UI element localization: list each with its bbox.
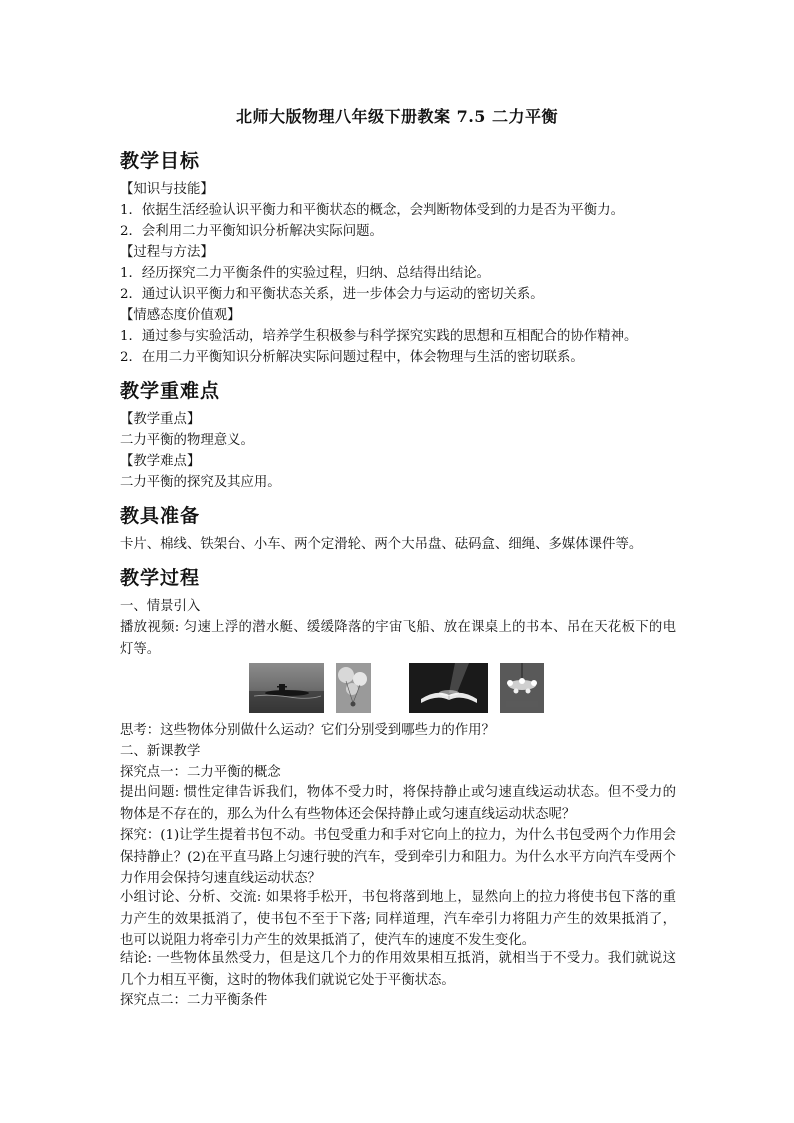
knowledge-item-1: 1．依据生活经验认识平衡力和平衡状态的概念，会判断物体受到的力是否为平衡力。 <box>120 203 624 218</box>
focus-text: 二力平衡的物理意义。 <box>120 433 254 448</box>
intro-text: 播放视频: 匀速上浮的潜水艇、缓缓降落的宇宙飞船、放在课桌上的书本、吊在天花板下的电灯等。 <box>120 620 676 657</box>
heading-key-points: 教学重难点 <box>120 380 221 402</box>
question-text: 提出问题: 惯性定律告诉我们，物体不受力时，将保持静止或匀速直线运动状态。但不受力的物体是不存在的，那么为什么有些物体还会保持静止或匀速直线运动状态呢？ <box>120 785 676 822</box>
knowledge-item-2: 2．会利用二力平衡知识分析解决实际问题。 <box>120 224 383 239</box>
focus-label: 【教学重点】 <box>120 412 201 427</box>
difficulty-label: 【教学难点】 <box>120 454 201 469</box>
process-label: 【过程与方法】 <box>120 245 214 260</box>
discuss-text: 小组讨论、分析、交流: 如果将手松开，书包将落到地上，显然向上的拉力将使书包下落的重力产生的效果抵消了，使书包不至于下落; 同样道理，汽车牵引力将阻力产生的效果抵消了，也可以说阻力将牵引力产生的效果抵消了，使汽车的速度不发生变化。 <box>120 890 676 948</box>
emotion-label: 【情感态度价值观】 <box>120 308 241 323</box>
heading-objectives: 教学目标 <box>120 150 201 172</box>
heading-process: 教学过程 <box>120 567 201 589</box>
new-lesson-label: 二、新课教学 <box>120 744 201 759</box>
materials-text: 卡片、棉线、铁架台、小车、两个定滑轮、两个大吊盘、砝码盒、细绳、多媒体课件等。 <box>120 537 643 552</box>
explore-text: 探究：(1)让学生提着书包不动。书包受重力和手对它向上的拉力，为什么书包受两个力作用会保持静止？(2)在平直马路上匀速行驶的汽车，受到牵引力和阻力。为什么水平方向汽车受两个力作用会保持匀速直线运动状态？ <box>120 828 676 886</box>
illustration-row <box>0 663 794 713</box>
document-title: 北师大版物理八年级下册教案 7.5 二力平衡 <box>236 107 558 126</box>
chandelier-image <box>500 663 544 713</box>
difficulty-text: 二力平衡的探究及其应用。 <box>120 475 281 490</box>
emotion-item-2: 2．在用二力平衡知识分析解决实际问题过程中，体会物理与生活的密切联系。 <box>120 350 584 365</box>
book-image <box>409 663 488 713</box>
spacecraft-parachute-image <box>336 663 371 713</box>
heading-materials: 教具准备 <box>120 505 201 527</box>
intro-label: 一、情景引入 <box>120 599 201 614</box>
process-item-1: 1．经历探究二力平衡条件的实验过程，归纳、总结得出结论。 <box>120 266 491 281</box>
process-item-2: 2．通过认识平衡力和平衡状态关系，进一步体会力与运动的密切关系。 <box>120 287 544 302</box>
submarine-image <box>249 663 324 713</box>
inquiry-2-label: 探究点二：二力平衡条件 <box>120 993 268 1008</box>
inquiry-1-label: 探究点一：二力平衡的概念 <box>120 765 281 780</box>
emotion-item-1: 1．通过参与实验活动，培养学生积极参与科学探究实践的思想和互相配合的协作精神。 <box>120 329 638 344</box>
knowledge-label: 【知识与技能】 <box>120 182 214 197</box>
think-text: 思考：这些物体分别做什么运动？它们分别受到哪些力的作用？ <box>120 723 495 738</box>
conclusion-text: 结论: 一些物体虽然受力，但是这几个力的作用效果相互抵消，就相当于不受力。我们就说这几个力相互平衡，这时的物体我们就说它处于平衡状态。 <box>120 951 676 988</box>
